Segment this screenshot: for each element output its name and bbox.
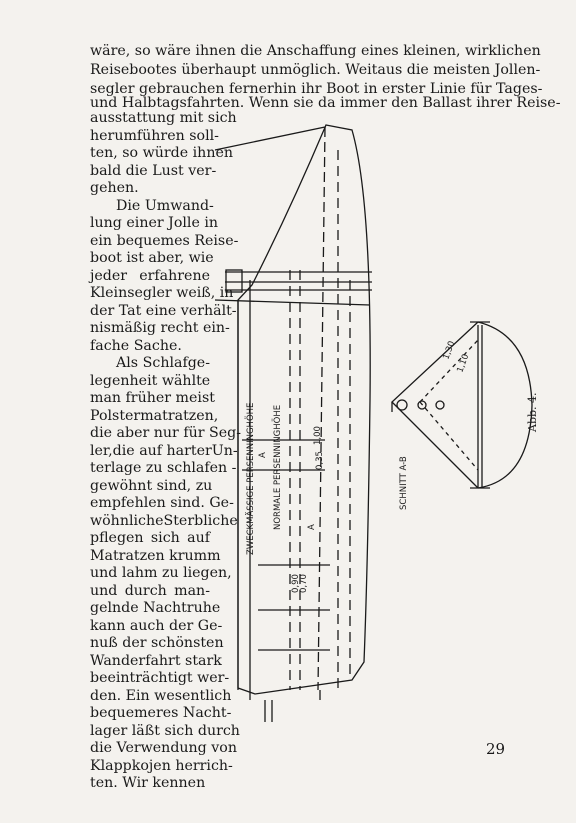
column-text-line: Polstermatratzen, [90, 407, 219, 424]
column-text-line: ten. Wir kennen [90, 775, 206, 791]
column-text-line: bald die Lust ver- [90, 162, 217, 179]
body-text-line: Reisebootes überhaupt unmöglich. Weitaus die meisten Jollen- [90, 62, 541, 78]
column-text-line: kann auch der Ge- [90, 617, 223, 634]
column-text-line: gewöhnt sind, zu [90, 477, 213, 494]
column-text-line: bequemeres Nacht- [90, 705, 232, 721]
column-text-line: ten, so würde ihnen [90, 145, 233, 161]
column-text-line: herumführen soll- [90, 127, 219, 144]
column-text-line: beeinträchtigt wer- [90, 670, 230, 686]
column-text-line: Als Schlafge- [116, 355, 210, 371]
column-text-line: legenheit wählte [90, 372, 211, 389]
column-text-line: fache Sache. [90, 337, 182, 354]
column-text-line: terlage zu schlafen - [90, 460, 237, 476]
column-text-line: den. Ein wesentlich [90, 687, 232, 704]
section-label: SCHNITT A-B [399, 456, 409, 510]
column-text-line: lung einer Jolle in [90, 215, 219, 231]
column-text-line: man früher meist [90, 390, 215, 406]
column-text-line: ausstattung mit sich [90, 110, 237, 126]
marker-a-top: A [258, 452, 268, 458]
dim-130: 1,30 [441, 339, 458, 362]
column-text-line: Kleinsegler weiß, in [90, 285, 234, 301]
column-text-line: und lahm zu liegen, [90, 565, 232, 581]
column-text-line: wöhnlicheSterbliche [90, 512, 238, 529]
dim-100: 1,00 [313, 426, 323, 445]
body-text-line: und Halbtagsfahrten. Wenn sie da immer den Ballast ihrer Reise- [90, 95, 561, 111]
column-text-line: Die Umwand- [116, 197, 214, 214]
column-text-line: und durch man- [90, 582, 210, 599]
column-text-line: boot ist aber, wie [90, 250, 214, 266]
column-text-line: jeder erfahrene [90, 267, 210, 284]
column-text-line: nismäßig recht ein- [90, 320, 230, 336]
column-text-line: Klappkojen herrich- [90, 757, 233, 774]
column-text-line: gehen. [90, 180, 139, 196]
dim-035: 0,35 [315, 451, 325, 470]
column-text-line: empfehlen sind. Ge- [90, 495, 234, 511]
column-text-line: ler,die auf harterUn- [90, 442, 238, 459]
column-text-line: lager läßt sich durch [90, 722, 240, 739]
label-normal-cover-height: NORMALE PERSENNINGHÖHE [273, 404, 283, 530]
column-text-line: gelnde Nachtruhe [90, 600, 221, 616]
column-text-line: pflegen sich auf [90, 530, 210, 546]
dim-110: 1,10 [455, 352, 472, 375]
body-text-line: segler gebrauchen fernerhin ihr Boot in erster Linie für Tages- [90, 81, 543, 97]
column-text-line: nuß der schönsten [90, 635, 224, 651]
column-text-line: Matratzen krumm [90, 547, 221, 564]
label-purposeful-cover-height: ZWECKMÄSSIGE PERSENNINGHÖHE [246, 402, 256, 555]
dim-090: 0,90 [291, 574, 301, 593]
page-number: 29 [486, 740, 506, 758]
dim-070: 0,70 [299, 574, 309, 593]
marker-a-bottom: A [307, 524, 317, 530]
figure-caption: Abb. 4. [526, 392, 539, 432]
column-text-line: die Verwendung von [90, 740, 237, 756]
column-text-line: Wanderfahrt stark [90, 652, 222, 669]
column-text-line: ein bequemes Reise- [90, 232, 239, 249]
body-text-line: wäre, so wäre ihnen die Anschaffung eines kleinen, wirklichen [90, 43, 541, 59]
column-text-line: die aber nur für Seg- [90, 425, 241, 441]
column-text-line: der Tat eine verhält- [90, 302, 237, 319]
